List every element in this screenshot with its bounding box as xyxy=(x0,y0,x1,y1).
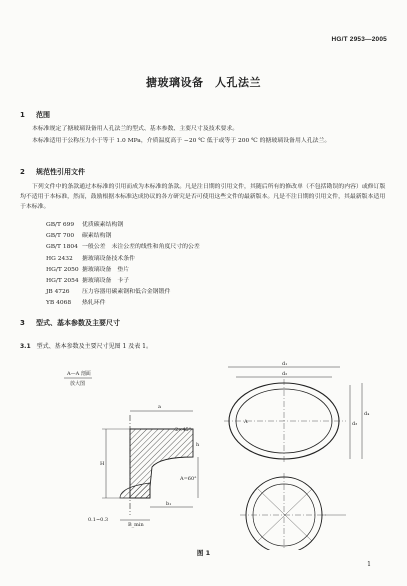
reference-name: 热轧环件 xyxy=(82,300,106,307)
figure-1-drawing xyxy=(0,355,407,550)
reference-item xyxy=(46,298,200,309)
dim-d2: d₂ xyxy=(282,371,288,377)
dim-d3: d₃ xyxy=(352,421,358,427)
circle-view xyxy=(240,473,346,550)
section-label-top: A—A 剖面 xyxy=(67,371,91,377)
section-2-title: 规范性引用文件 xyxy=(36,168,85,176)
reference-name: 压力容器用碳素钢和低合金钢锻件 xyxy=(82,289,171,296)
document-title: 搪玻璃设备 人孔法兰 xyxy=(146,76,261,89)
reference-code: GB/T 699 xyxy=(46,222,75,228)
reference-code: HG 2432 xyxy=(46,255,73,262)
reference-item xyxy=(46,231,200,242)
plan-view xyxy=(224,361,369,463)
subsection-3-1 xyxy=(20,341,152,350)
dim-bmin: B_min xyxy=(128,522,144,528)
section-1-paragraph-1: 本标准规定了搪玻璃设备用人孔法兰的型式、基本参数、主要尺寸及技术要求。 xyxy=(32,126,239,132)
section-2-intro: 下列文件中的条款通过本标准的引用而成为本标准的条款。凡是注日期的引用文件，其随后所有的修改单（不包括勘误的内容）或修订版均不适用于本标准，然而，鼓励根据本标准达成协议的各方研究是否可使用这些文件的最新版本。凡是不注日期的引用文件，其最新版本适用于本标准。 xyxy=(20,184,386,210)
subsection-3-1-number: 3.1 xyxy=(20,343,31,350)
reference-code: GB/T 1804 xyxy=(46,244,78,251)
reference-item xyxy=(46,254,200,265)
reference-code: HG/T 2054 xyxy=(46,277,79,284)
reference-name: 搪玻璃设备 垫片 xyxy=(82,266,130,273)
reference-name: 一般公差 未注公差的线性和角度尺寸的公差 xyxy=(82,244,200,251)
reference-name: 碳素结构钢 xyxy=(82,233,112,240)
dim-d1: d₁ xyxy=(282,361,288,367)
reference-item xyxy=(46,265,200,276)
label-A: A xyxy=(244,419,248,425)
section-3-heading xyxy=(20,318,120,328)
reference-code: HG/T 2050 xyxy=(46,266,79,273)
reference-code: JB 4726 xyxy=(46,289,70,296)
reference-code: GB/T 700 xyxy=(46,233,75,240)
reference-item xyxy=(46,287,200,298)
chamfer-label: 2×45° xyxy=(175,427,192,433)
standard-number: HG/T 2953—2005 xyxy=(331,36,387,43)
section-view xyxy=(64,370,200,528)
dim-H: H xyxy=(100,461,105,467)
subsection-3-1-text: 型式、基本参数及主要尺寸见图 1 及表 1。 xyxy=(36,343,152,350)
dim-a: a xyxy=(158,404,161,410)
section-2-number: 2 xyxy=(20,168,25,176)
section-1-title: 范围 xyxy=(36,111,50,119)
section-label-bottom: 放大图 xyxy=(70,381,86,387)
section-3-number: 3 xyxy=(20,319,25,327)
detail-angle: A=60° xyxy=(180,476,197,482)
figure-caption: 图 1 xyxy=(196,549,211,557)
reference-item xyxy=(46,276,200,287)
reference-item xyxy=(46,220,200,231)
section-2-heading xyxy=(20,167,85,177)
page-number: 1 xyxy=(367,561,371,568)
section-1-number: 1 xyxy=(20,111,25,119)
section-3-title: 型式、基本参数及主要尺寸 xyxy=(36,319,120,327)
dim-b1: b₁ xyxy=(166,501,172,507)
reference-list xyxy=(46,220,200,310)
reference-code: YB 4068 xyxy=(46,300,72,307)
dim-tolerance: 0.1~0.3 xyxy=(88,517,109,523)
dim-d4: d₄ xyxy=(364,411,370,417)
reference-name: 搪玻璃设备 卡子 xyxy=(82,277,130,284)
reference-name: 搪玻璃设备技术条件 xyxy=(82,255,136,262)
reference-name: 优质碳素结构钢 xyxy=(82,222,124,228)
section-1-heading xyxy=(20,110,50,120)
section-1-paragraph-2: 本标准适用于公称压力小于等于 1.0 MPa，介质温度高于 −20 ℃ 低于或等于 200 ℃ 的搪玻璃设备用人孔法兰。 xyxy=(32,138,331,144)
reference-item xyxy=(46,242,200,253)
dim-h: h xyxy=(196,442,200,448)
